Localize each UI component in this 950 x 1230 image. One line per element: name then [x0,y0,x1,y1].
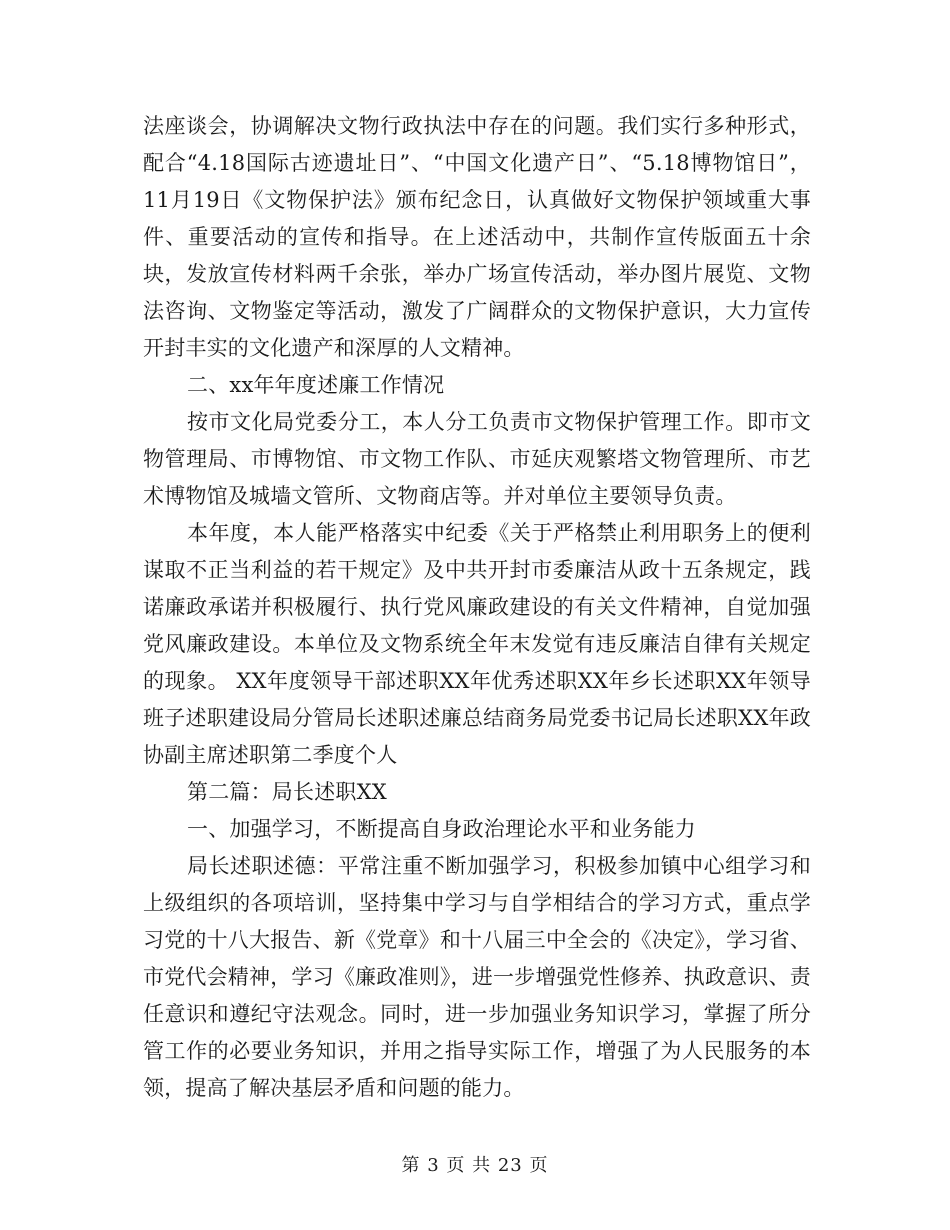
document-body [143,108,811,1107]
paragraph-heritage-promotion: 法座谈会，协调解决文物行政执法中存在的问题。我们实行多种形式，配合“4.18国际古迹遗址日”、“中国文化遗产日”、“5.18博物馆日”，11月19日《文物保护法》颁布纪念日，认真做好文物保护领域重大事件、重要活动的宣传和指导。在上述活动中，共制作宣传版面五十余块，发放宣传材料两千余张，举办广场宣传活动，举办图片展览、文物法咨询、文物鉴定等活动，激发了广阔群众的文物保护意识，大力宣传开封丰实的文化遗产和深厚的人文精神。 [143,114,811,360]
paragraph-responsibilities: 按市文化局党委分工，本人分工负责市文物保护管理工作。即市文物管理局、市博物馆、市文物工作队、市延庆观繁塔文物管理所、市艺术博物馆及城墙文管所、文物商店等。并对单位主要领导负责。 [143,410,811,508]
section-heading-integrity: 二、xx年年度述廉工作情况 [187,373,445,397]
chapter-heading: 第二篇：局长述职XX [187,780,387,804]
paragraph-integrity-compliance: 本年度，本人能严格落实中纪委《关于严格禁止利用职务上的便利谋取不正当利益的若干规定》及中共开封市委廉洁从政十五条规定，践诺廉政承诺并积极履行、执行党风廉政建设的有关文件精神，自觉加强党风廉政建设。本单位及文物系统全年末发觉有违反廉洁自律有关规定的现象。 XX年度领导干部述职XX年优秀述职XX年乡长述职XX年领导班子述职建设局分管局长述职述廉总结商务局党委书记局长述职XX年政协副主席述职第二季度个人 [143,521,811,767]
page-number-footer: 第 3 页 共 23 页 [401,1155,549,1176]
section-heading-study: 一、加强学习，不断提高自身政治理论水平和业务能力 [187,817,696,841]
paragraph-study: 局长述职述德：平常注重不断加强学习，积极参加镇中心组学习和上级组织的各项培训，坚持集中学习与自学相结合的学习方式，重点学习党的十八大报告、新《党章》和十八届三中全会的《决定》，学习省、市党代会精神，学习《廉政准则》，进一步增强党性修养、执政意识、责任意识和遵纪守法观念。同时，进一步加强业务知识学习，掌握了所分管工作的必要业务知识，并用之指导实际工作，增强了为人民服务的本领，提高了解决基层矛盾和问题的能力。 [143,854,811,1100]
